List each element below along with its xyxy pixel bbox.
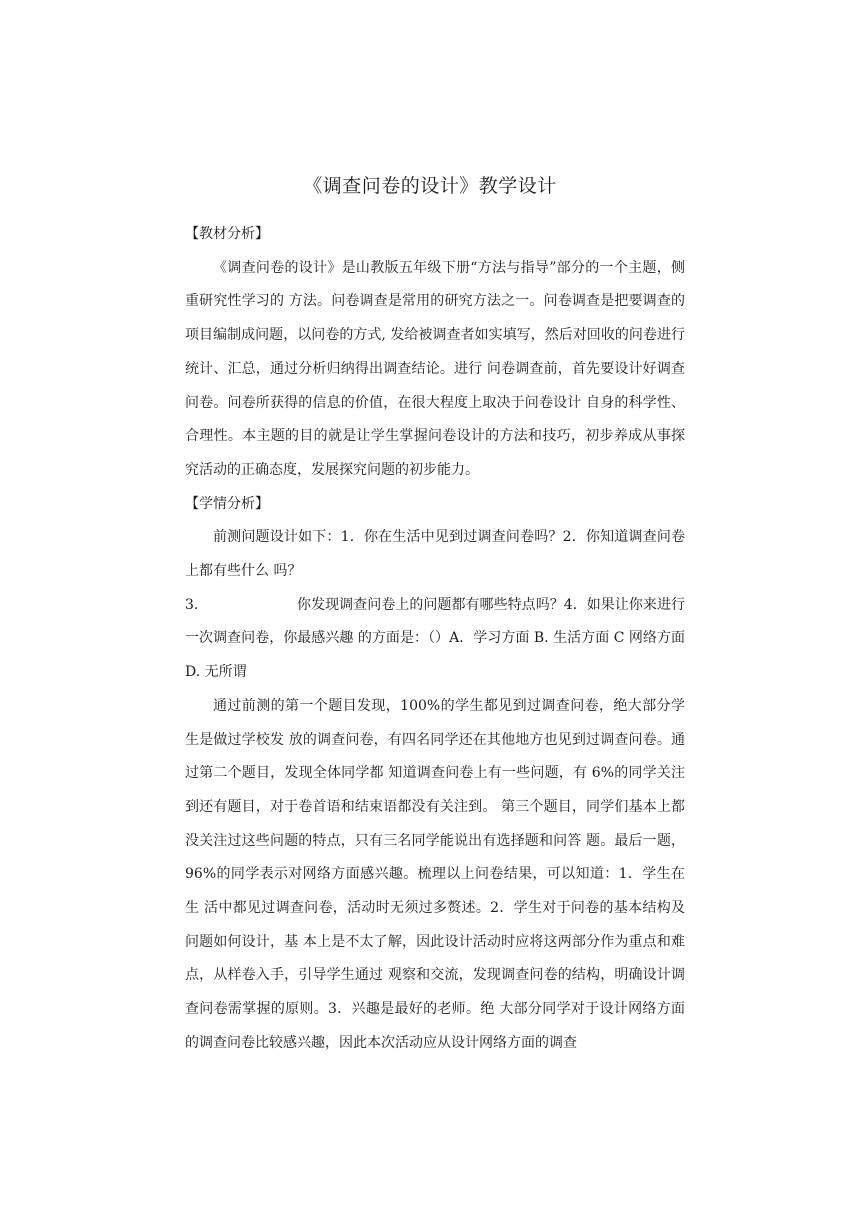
- document-body: [185, 218, 685, 1061]
- pretest-analysis-paragraph: 通过前测的第一个题目发现，100%的学生都见到过调查问卷，绝大部分学生是做过学校发 放的调查问卷，有四名同学还在其他地方也见到过调查问卷。通过第二个题目，发现全体同学都 知道调查问卷上有一些问题，有 6%的同学关注到还有题目，对于卷首语和结束语都没有关注到。 第三个题目，同学们基本上都没关注过这些问题的特点，只有三名同学能说出有选择题和问答 题。最后一题，96%的同学表示对网络方面感兴趣。梳理以上问卷结果，可以知道：1．学生在生 活中都见过调查问卷，活动时无须过多赘述。2．学生对于问卷的基本结构及问题如何设计，基 本上是不太了解，因此设计活动时应将这两部分作为重点和难点，从样卷入手，引导学生通过 观察和交流，发现调查问卷的结构，明确设计调查问卷需掌握的原则。3．兴趣是最好的老师。绝 大部分同学对于设计网络方面的调查问卷比较感兴趣，因此本次活动应从设计网络方面的调查: [185, 697, 685, 1051]
- pretest-item-3-text: 你发现调查问卷上的问题都有哪些特点吗？4．如果让你来进行一次调查问卷，你最感兴趣 的方面是：（）A．学习方面 B. 生活方面 C 网络方面 D. 无所谓: [185, 596, 685, 681]
- pretest-item-3: [185, 589, 685, 690]
- pretest-intro-paragraph: 前测问题设计如下：1．你在生活中见到过调查问卷吗？2．你知道调查问卷上都有些什么 吗？: [185, 529, 685, 580]
- section-heading-textbook-analysis: 【教材分析】: [185, 226, 269, 242]
- document-title: 《调查问卷的设计》教学设计: [303, 175, 557, 197]
- textbook-analysis-paragraph: 《调查问卷的设计》是山教版五年级下册“方法与指导”部分的一个主题，侧重研究性学习的 方法。问卷调查是常用的研究方法之一。问卷调查是把要调查的项目编制成问题，以问卷的方式, 发给被调查者如实填写，然后对回收的问卷进行统计、汇总，通过分析归纳得出调查结论。进行 问卷调查前，首先要设计好调查问卷。问卷所获得的信息的价值，在很大程度上取决于问卷设计 自身的科学性、合理性。本主题的目的就是让学生掌握问卷设计的方法和技巧，初步养成从事探 究活动的正确态度，发展探究问题的初步能力。: [185, 259, 685, 478]
- section-heading-student-analysis: 【学情分析】: [185, 495, 269, 512]
- pretest-item-3-number: 3.: [185, 596, 199, 613]
